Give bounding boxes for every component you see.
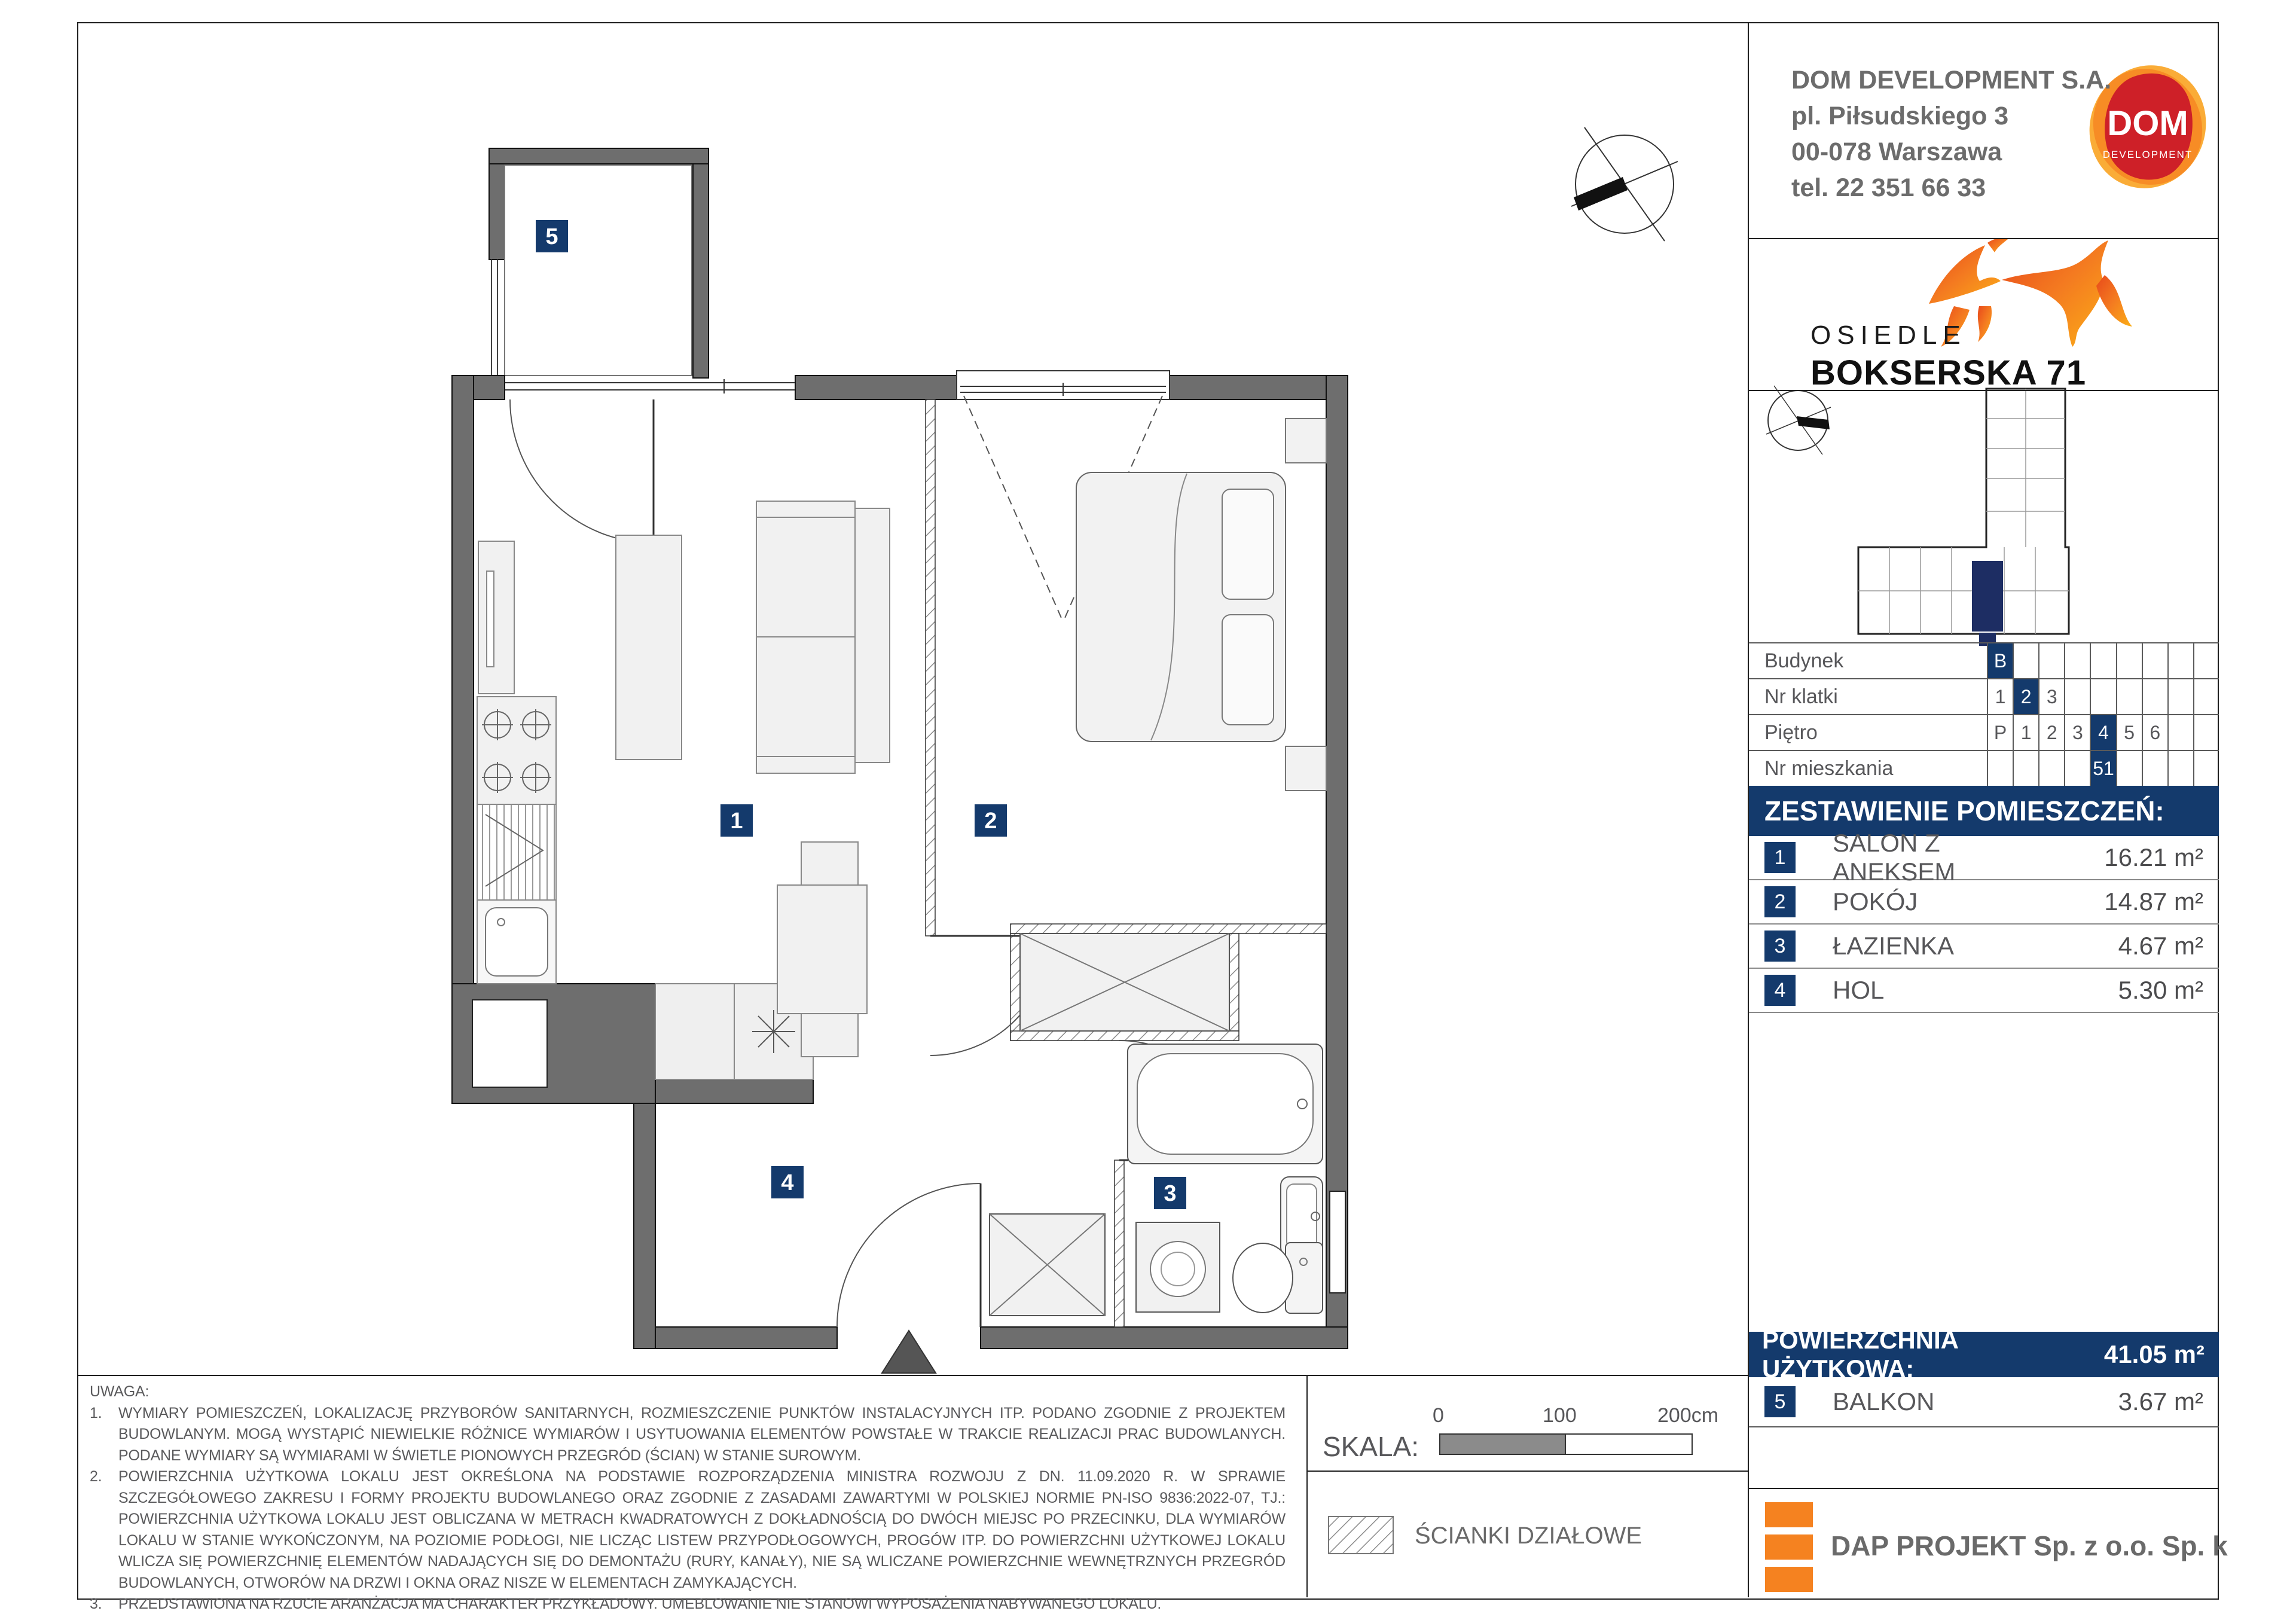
company-name: DOM DEVELOPMENT S.A.: [1791, 66, 2112, 94]
balcony-number-badge: 5: [1764, 1386, 1796, 1417]
unit-info-cell: 4: [2090, 715, 2115, 750]
unit-info-row: [1749, 715, 2219, 751]
unit-info-cell: [2167, 643, 2193, 678]
divider: [1749, 238, 2218, 239]
unit-info-cell: [2193, 679, 2219, 714]
usable-area-label: POWIERZCHNIA UŻYTKOWA:: [1762, 1326, 1958, 1383]
estate-name-line1: OSIEDLE: [1810, 321, 1967, 350]
unit-info-row: [1749, 679, 2219, 715]
unit-info-table: [1749, 642, 2219, 787]
unit-info-cell: [2013, 643, 2038, 678]
note-number: 1.: [90, 1404, 102, 1421]
unit-info-cell: 3: [2064, 715, 2090, 750]
room-row: [1749, 829, 2219, 886]
balcony-name: BALKON: [1833, 1387, 1935, 1415]
unit-info-cells: [1987, 715, 2219, 750]
notes-heading: UWAGA:: [90, 1383, 149, 1400]
svg-text:4: 4: [781, 1170, 794, 1195]
room-name: SALON Z ANEKSEM: [1833, 829, 1956, 886]
room-number-badge: 2: [1764, 886, 1796, 917]
note-item: [90, 1594, 1286, 1615]
room-area: 14.87 m²: [2104, 887, 2203, 916]
room-area: 5.30 m²: [2118, 976, 2203, 1004]
note-item: [90, 1466, 1286, 1594]
unit-info-cell: [2090, 643, 2115, 678]
unit-info-cell: 51: [2090, 751, 2115, 786]
partition-legend-label: ŚCIANKI DZIAŁOWE: [1415, 1523, 1642, 1549]
unit-info-cell: [2193, 643, 2219, 678]
unit-info-cell: [2090, 679, 2115, 714]
room-name: ŁAZIENKA: [1833, 932, 1955, 960]
unit-info-cell: 5: [2116, 715, 2142, 750]
note-item: [90, 1403, 1286, 1467]
unit-info-cell: [2116, 751, 2142, 786]
unit-info-cell: 1: [1987, 679, 2013, 714]
address-line1: pl. Piłsudskiego 3: [1791, 102, 2009, 130]
unit-info-cell: [2142, 643, 2167, 678]
divider: [1749, 1488, 2218, 1489]
divider: [1306, 1375, 1308, 1597]
unit-info-cell: [2193, 751, 2219, 786]
rooms-table-title: ZESTAWIENIE POMIESZCZEŃ:: [1749, 786, 2219, 836]
unit-info-cell: 2: [2038, 715, 2064, 750]
unit-info-cell: [2193, 715, 2219, 750]
unit-info-cell: [2116, 679, 2142, 714]
unit-info-cell: [2064, 643, 2090, 678]
divider: [78, 1375, 1748, 1376]
usable-area-band: [1749, 1326, 2219, 1383]
unit-info-cell: [2038, 751, 2064, 786]
unit-info-cells: [1987, 751, 2219, 786]
room-area: 16.21 m²: [2104, 843, 2203, 871]
unit-info-row: [1749, 751, 2219, 787]
divider: [1308, 1471, 1748, 1472]
unit-info-row-label: Nr mieszkania: [1764, 756, 1894, 780]
unit-info-cell: 1: [2013, 715, 2038, 750]
estate-name-line2: BOKSERSKA 71: [1810, 353, 2087, 392]
note-text: PRZEDSTAWIONA NA RZUCIE ARANŻACJA MA CHARAKTER PRZYKŁADOWY. UMEBLOWANIE NIE STANOWI WYPOSAŻENIA NABYWANEGO LOKALU.: [118, 1595, 1162, 1612]
notes-block: [90, 1381, 1286, 1615]
room-number-badge: 4: [1764, 975, 1796, 1006]
usable-area-value: 41.05 m²: [2103, 1340, 2205, 1368]
unit-info-row-label: Budynek: [1764, 649, 1844, 672]
unit-info-row-label: Nr klatki: [1764, 685, 1838, 708]
address-line2: 00-078 Warszawa: [1791, 138, 2002, 166]
unit-info-cells: [1987, 679, 2219, 714]
svg-text:DOM: DOM: [2107, 104, 2188, 143]
svg-text:3: 3: [1164, 1181, 1177, 1206]
scale-tick-100: 100: [1543, 1404, 1577, 1427]
note-text: POWIERZCHNIA UŻYTKOWA LOKALU JEST OKREŚLONA NA PODSTAWIE ROZPORZĄDZENIA MINISTRA ROZWOJU Z DN. 11.09.2020 R. W SPRAWIE SZCZEGÓŁOWEGO ZAKRESU I FORMY PROJEKTU BUDOWLANEGO ORAZ ZGODNIE Z ZASADAMI ZAWARTYMI W POLSKIEJ NORMIE PN-ISO 9836:2022-07, TJ.: POWIERZCHNIA UŻYTKOWA LOKALU JEST OBLICZANA W METRACH KWADRATOWYCH Z DOKŁADNOŚCIĄ DO DWÓCH MIEJSC PO PRZECINKU, DLA WYMIARÓW LOKALU W STANIE WYKOŃCZONYM, NA POZIOMIE PODŁOGI, NIE LICZĄC LISTEW PRZYPODŁOGOWYCH, PROGÓW ITP. DO POWIERZCHNI UŻYTKOWEJ LOKALU WLICZA SIĘ POWIERZCHNIĘ ELEMENTÓW NADAJĄCYCH SIĘ DO DEMONTAŻU (RURY, KANAŁY), NIE SĄ WLICZANE POWIERZCHNIE WEWNĘTRZNYCH PRZEGRÓD BUDOWLANYCH, OTWORÓW NA DRZWI I OKNA ORAZ NISZE W ELEMENTACH ZAMYKAJĄCYCH.: [118, 1468, 1286, 1591]
note-text: WYMIARY POMIESZCZEŃ, LOKALIZACJĘ PRZYBORÓW SANITARNYCH, ROZMIESZCZENIE PUNKTÓW INSTALACYJNYCH ITP. PODANO ZGODNIE Z PROJEKTEM BUDOWLANYM. MOGĄ WYSTĄPIĆ NIEWIELKIE RÓŻNICE WYMIARÓW I USYTUOWANIA ELEMENTÓW POWSTAŁE W TRAKCIE REALIZACJI PRAC BUDOWLANYCH. PODANE WYMIARY SĄ WYMIARAMI W ŚWIETLE PIONOWYCH PRZEGRÓD (ŚCIAN) W STANIE SUROWYM.: [118, 1404, 1286, 1464]
unit-info-cell: [2064, 679, 2090, 714]
room-number-badge: 1: [1764, 842, 1796, 873]
unit-info-cell: [2064, 751, 2090, 786]
rooms-table: [1749, 829, 2219, 1013]
phone: tel. 22 351 66 33: [1791, 173, 1986, 202]
unit-info-cell: [2013, 751, 2038, 786]
designer-name: DAP PROJEKT Sp. z o.o. Sp. k: [1831, 1530, 2228, 1561]
room-number-badge: 3: [1764, 931, 1796, 962]
svg-text:DEVELOPMENT: DEVELOPMENT: [2102, 149, 2193, 160]
unit-info-row-label: Piętro: [1764, 721, 1818, 744]
unit-info-cell: [2167, 715, 2193, 750]
developer-contact: [1791, 62, 2126, 206]
svg-text:5: 5: [545, 224, 558, 249]
unit-info-cell: [2116, 643, 2142, 678]
unit-info-cell: 3: [2038, 679, 2064, 714]
room-name: HOL: [1833, 976, 1885, 1004]
scale-tick-200: 200cm: [1657, 1404, 1719, 1427]
unit-info-cell: 2: [2013, 679, 2038, 714]
unit-info-cell: B: [1987, 643, 2013, 678]
unit-info-cell: [2167, 751, 2193, 786]
svg-text:1: 1: [730, 809, 743, 834]
room-row: [1749, 925, 2219, 969]
note-number: 3.: [90, 1595, 102, 1612]
room-row: [1749, 880, 2219, 925]
unit-info-cell: P: [1987, 715, 2013, 750]
room-area: 4.67 m²: [2118, 932, 2203, 960]
unit-info-cell: [2038, 643, 2064, 678]
unit-info-cell: [2142, 679, 2167, 714]
note-number: 2.: [90, 1468, 102, 1485]
unit-info-cell: [2142, 751, 2167, 786]
balcony-row: [1749, 1377, 2219, 1427]
room-name: POKÓJ: [1833, 887, 1918, 916]
scale-label: SKALA:: [1323, 1431, 1419, 1462]
balcony-area: 3.67 m²: [2118, 1387, 2203, 1415]
unit-info-cell: 6: [2142, 715, 2167, 750]
unit-info-row: [1749, 643, 2219, 679]
notes-list: [90, 1403, 1286, 1615]
unit-info-cell: [2167, 679, 2193, 714]
svg-text:2: 2: [984, 809, 997, 834]
room-row: [1749, 969, 2219, 1013]
unit-info-cells: [1987, 643, 2219, 678]
unit-info-cell: [1987, 751, 2013, 786]
scale-tick-0: 0: [1433, 1404, 1444, 1427]
